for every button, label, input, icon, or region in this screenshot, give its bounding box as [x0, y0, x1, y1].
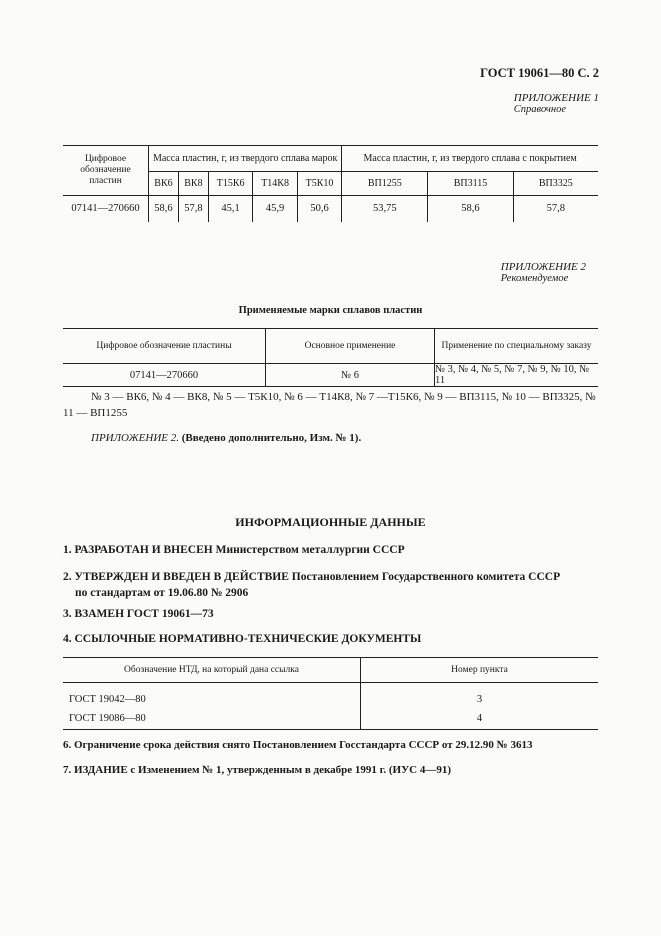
alloy-legend-paragraph: № 3 — ВК6, № 4 — ВК8, № 5 — Т5К10, № 6 — Т14К8, № 7 —Т15К6, № 9 — ВП3115, № 10 — ВП3325, № 11 — ВП1255: [63, 391, 596, 419]
appendix-2-title: ПРИЛОЖЕНИЕ 2: [500, 261, 586, 273]
appendix-note-label: ПРИЛОЖЕНИЕ 2.: [91, 432, 179, 444]
coated-mass-group-header: Масса пластин, г, из твердого сплава с покрытием: [342, 146, 598, 172]
info-item-7: 7. ИЗДАНИЕ с Изменением № 1, утвержденным в декабре 1991 г. (ИУС 4—91): [63, 764, 452, 776]
info-item-6: 6. Ограничение срока действия снято Постановлением Госстандарта СССР от 29.12.90 № 3613: [63, 739, 533, 751]
alloy-header: ВК6: [149, 172, 179, 196]
designation-cell: 07141—270660: [71, 203, 140, 215]
mass-cell: 58,6: [149, 196, 179, 222]
clause-number-cell: 3: [361, 691, 599, 708]
clause-number-header: Номер пункта: [361, 658, 599, 683]
ntd-cell: ГОСТ 19086—80: [63, 708, 361, 730]
designation-header: Цифровое обозначение пластины: [63, 329, 266, 364]
alloy-header: ВП1255: [342, 172, 428, 196]
alloy-header: ВК8: [178, 172, 208, 196]
special-order-cell: № 3, № 4, № 5, № 7, № 9, № 10, № 11: [435, 364, 599, 387]
ntd-header: Обозначение НТД, на который дана ссылка: [63, 658, 361, 683]
table-row: [63, 196, 598, 222]
alloy-header: ВП3115: [428, 172, 513, 196]
mass-cell: 50,6: [297, 196, 341, 222]
special-order-header: Применение по специальному заказу: [435, 329, 599, 364]
plate-mass-table: [63, 145, 598, 222]
main-usage-cell: № 6: [266, 364, 435, 387]
table-row: [63, 364, 598, 387]
info-item-1: 1. РАЗРАБОТАН И ВНЕСЕН Министерством металлургии СССР: [63, 544, 405, 556]
page-header: ГОСТ 19061—80 С. 2: [480, 66, 599, 80]
alloy-header: Т14К8: [253, 172, 297, 196]
alloy-header: ВП3325: [513, 172, 598, 196]
mass-cell: 57,8: [513, 196, 598, 222]
appendix-2-block: [501, 261, 586, 284]
alloys-table-title: Применяемые марки сплавов пластин: [238, 305, 423, 316]
appendix-1-subtitle: Справочное: [513, 104, 567, 115]
info-item-2-line-2: по стандартам от 19.06.80 № 2906: [75, 587, 249, 599]
appendix-change-note: [91, 430, 591, 446]
table-row: [63, 691, 598, 708]
designation-header: Цифровое обозначение пластин: [63, 146, 149, 196]
reference-docs-table: [63, 657, 598, 730]
appendix-note-text: (Введено дополнительно, Изм. № 1).: [178, 432, 362, 444]
mass-cell: 45,9: [253, 196, 297, 222]
alloy-grades-table: [63, 328, 598, 387]
alloy-header: Т15К6: [208, 172, 252, 196]
mass-group-header: Масса пластин, г, из твердого сплава марок: [149, 146, 342, 172]
info-section-title: ИНФОРМАЦИОННЫЕ ДАННЫЕ: [235, 515, 426, 529]
appendix-1-title: ПРИЛОЖЕНИЕ 1: [513, 92, 599, 104]
mass-cell: 45,1: [208, 196, 252, 222]
ntd-cell: ГОСТ 19042—80: [69, 693, 146, 705]
designation-cell: 07141—270660: [63, 364, 266, 387]
info-item-2-line-1: 2. УТВЕРЖДЕН И ВВЕДЕН В ДЕЙСТВИЕ Постановлением Государственного комитета СССР: [63, 571, 561, 583]
main-usage-header: Основное применение: [266, 329, 435, 364]
mass-cell: 58,6: [428, 196, 513, 222]
clause-number-cell: 4: [361, 708, 599, 730]
mass-cell: 53,75: [342, 196, 428, 222]
table-row: [63, 708, 598, 730]
info-item-3: 3. ВЗАМЕН ГОСТ 19061—73: [63, 608, 214, 620]
info-item-4: 4. ССЫЛОЧНЫЕ НОРМАТИВНО-ТЕХНИЧЕСКИЕ ДОКУМЕНТЫ: [63, 633, 422, 645]
mass-cell: 57,8: [178, 196, 208, 222]
appendix-1-block: [514, 92, 599, 115]
alloy-header: Т5К10: [297, 172, 341, 196]
appendix-2-subtitle: Рекомендуемое: [500, 273, 569, 284]
info-item-2: [63, 569, 560, 601]
